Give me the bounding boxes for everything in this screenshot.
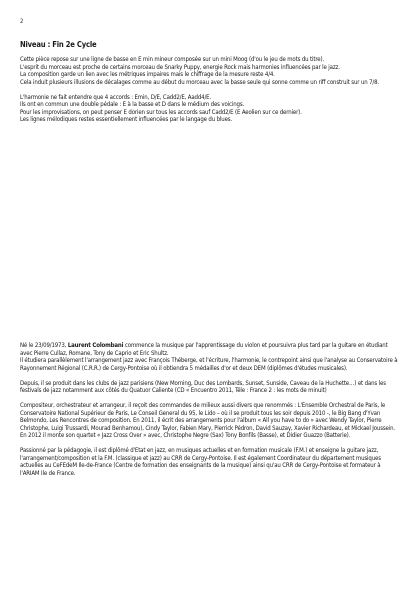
bio-paragraph-composer: Compositeur, orchestrateur et arrangeur, il reçoit des commandes de milieux aussi divers que renommés : L'Ensemble Orchestral de Paris, le Conservatoire National Supérieur de Paris, Le Conseil General du 95, le Lido – où il se produit tous les soir depuis 2010 -, le Big Bang d'Yvan Belmondo, Les Rencontres de composition. En 2011, il écrit des arrangements pour l'album « All you have to do » avec Wendy Taylor, Pierre Christophe, Luigi Trussardi, Mourad Benhamou), Cindy Taylor, Fabien Mary, Pierrick Pédron, David Sauzay, Xavier Richardeau, et Mickael Joussein. En 2012 il monte son quartet « Jazz Cross Over » avec, Christophe Negre (Sax) Tony Bonfils (Basse), et Didier Guazzo (Batterie). (20, 402, 395, 439)
page-number: 2 (20, 18, 24, 25)
description-paragraph-1: Cette pièce repose sur une ligne de basse en E min mineur composée sur un mini Moog (d'ou le jeu de mots du titre). L'esprit du morceau est proche de certains morceau de Snarky Puppy, energie Rock mais harmonies influencées par le jazz. La composition garde un lien avec les métriques impaires mais le chiffrage de la mesure reste 4/4. Cela induit plusieurs illusions de décalages comme au début du morceau avec la basse seule qui sonne comme un riff construit sur un 7/8. (20, 56, 379, 86)
artist-biography (20, 342, 400, 485)
artist-name: Laurent Colombani (67, 342, 124, 349)
bio-paragraph-clubs: Depuis, il se produit dans les clubs de jazz parisiens (New Morning, Duc des Lombards, Sunset, Sunside, Caveau de la Huchette…) et dans les festivals de jazz notamment aux côtés du Quatuor Caliente (CD « Encuentro 2011, Téle : France 2 : les mots de minuit) (20, 379, 388, 394)
bio-intro-paragraph (20, 342, 400, 372)
description-paragraph-2: L'harmonie ne fait entendre que 4 accords : Emin, D/E, Cadd2/E, Aadd4/E. Ils ont en commun une double pédale : E à la basse et D dans le médium des voicings. Pour les improvisations, on peut penser E dorien sur tous les accords sauf Cadd2/E (E Aeolien sur ce dernier). Les lignes mélodiques restes essentiellement influencées par le langage du blues. (20, 93, 302, 123)
bio-intro-before: Né le 23/09/1973, (20, 342, 68, 349)
piece-description (20, 56, 400, 124)
level-heading: Niveau : Fin 2e Cycle (20, 40, 97, 49)
bio-intro-after: commence la musique par l'apprentissage du violon et poursuivra plus tard par la guitare en étudiant avec Pierre Cullaz, Romane, Tony de Caprio et Eric Shultz. Il étudiera parallèlement l'arrangement jazz avec François Théberge, et l'écriture, l'harmonie, le contrepoint ainsi que l'analyse au Conservatoire à Rayonnement Régional (C.R.R.) de Cergy-Pontoise où il obtiendra 5 médailles d'or et deux DEM (diplômes d'études musicales). (20, 342, 398, 372)
bio-paragraph-pedagogy: Passionné par la pédagogie, il est diplômé d'Etat en jazz, en musiques actuelles et en formation musicale (F.M.) et enseigne la guitare jazz, l'arrangement/composition et la F.M. (classique et jazz) au CRR de Cergy-Pontoise. Il est également Coordinateur du département musiques actuelles au CeFEdeM Ile-de-France (Centre de formation des enseignants de la musique) ainsi qu'au CRR de Cergy-Pontoise et formateur à l'ARIAM Ile de France. (20, 447, 383, 477)
